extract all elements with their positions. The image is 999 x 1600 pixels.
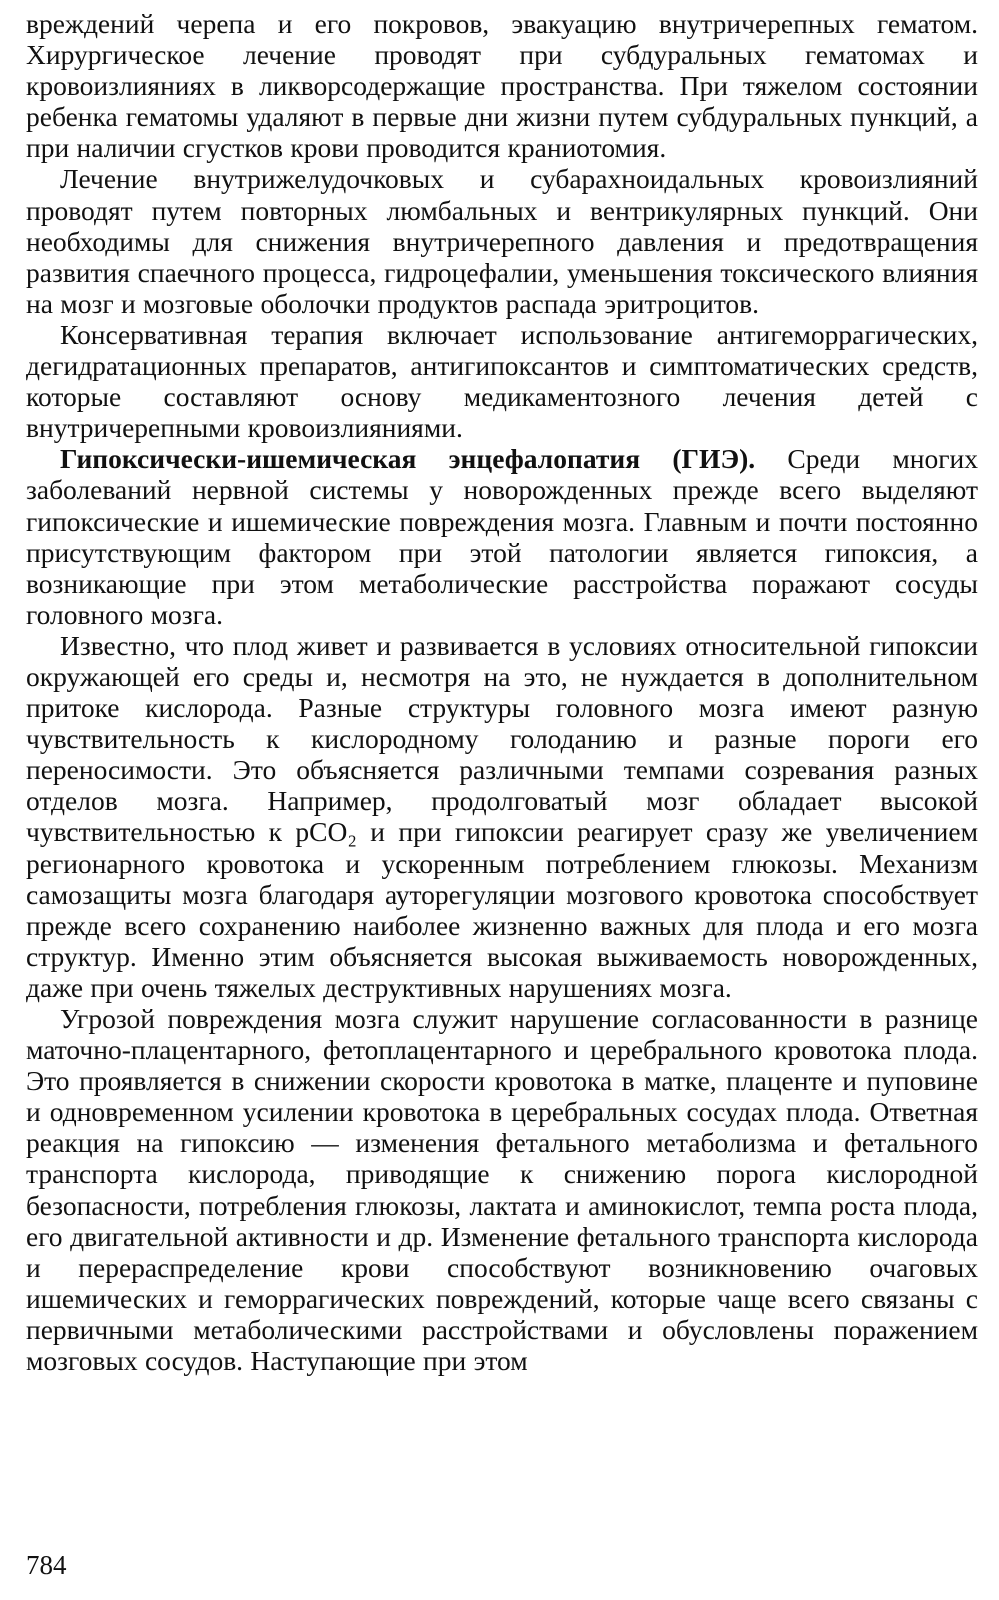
paragraph-hie-intro (26, 443, 978, 630)
paragraph-brain-damage-threat (26, 1003, 978, 1376)
paragraph-treatment-ventricular (26, 163, 978, 318)
paragraph-text: Среди многих заболеваний нервной системы у новорожденных прежде всего выделяют гипоксические и ишемические повреждения мозга. Главным и почти постоянно присутствующим фактором при этой патологии является гипоксия, а возникающие при этом метаболические расстройства поражают сосуды головного мозга. (26, 443, 978, 630)
paragraph-conservative-therapy (26, 319, 978, 443)
paragraph-continuation (26, 8, 978, 163)
page-body (26, 8, 978, 1548)
paragraph-text: Известно, что плод живет и развивается в условиях относительной гипоксии окружающей его среды и, несмотря на это, не нуждается в дополнительном притоке кислорода. Разные структуры головного мозга имеют разную чувствительность к кислородному голоданию и разные пороги его переносимости. Это объясняется различными темпами созревания разных отделов мозга. Например, продолговатый мозг обладает высокой чувствительностью к pCO₂ и при гипоксии реагирует сразу же увеличением регионарного кровотока и ускоренным потреблением глюкозы. Механизм самозащиты мозга благодаря ауторегуляции мозгового кровотока способствует прежде всего сохранению наиболее жизненно важных для плода и его мозга структур. Именно этим объясняется высокая выживаемость новорожденных, даже при очень тяжелых деструктивных нарушениях мозга. (26, 629, 978, 1003)
section-heading-hie: Гипоксически-ишемическая энцефалопатия (ГИЭ). (60, 443, 756, 475)
paragraph-text: Лечение внутрижелудочковых и субарахноидальных кровоизлияний проводят путем повторных люмбальных и вентрикулярных пункций. Они необходимы для снижения внутричерепного давления и предотвращения развития спаечного процесса, гидроцефалии, уменьшения токсического влияния на мозг и мозговые оболочки продуктов распада эритроцитов. (26, 163, 978, 319)
page-number: 784 (26, 1550, 67, 1580)
paragraph-text: вреждений черепа и его покровов, эвакуацию внутричерепных гематом. Хирургическое лечение проводят при субдуральных гематомах и кровоизлияниях в ликворсодержащие пространства. При тяжелом состоянии ребенка гематомы удаляют в первые дни жизни путем субдуральных пункций, а при наличии сгустков крови проводится краниотомия. (26, 8, 978, 164)
paragraph-text: Консервативная терапия включает использование антигеморрагических, дегидратационных препаратов, антигипоксантов и симптоматических средств, которые составляют основу медикаментозного лечения детей с внутричерепными кровоизлияниями. (26, 318, 978, 444)
paragraph-fetal-hypoxia (26, 630, 978, 1003)
paragraph-text: Угрозой повреждения мозга служит нарушение согласованности в разнице маточно-плацентарного, фетоплацентарного и церебрального кровотока плода. Это проявляется в снижении скорости кровотока в матке, плаценте и пуповине и одновременном усилении кровотока в церебральных сосудах плода. Ответная реакция на гипоксию — изменения фетального метаболизма и фетального транспорта кислорода, приводящие к снижению порога кислородной безопасности, потребления глюкозы, лактата и аминокислот, темпа роста плода, его двигательной активности и др. Изменение фетального транспорта кислорода и перераспределение крови способствуют возникновению очаговых ишемических и геморрагических повреждений, которые чаще всего связаны с первичными метаболическими расстройствами и обусловлены поражением мозговых сосудов. Наступающие при этом (26, 1003, 978, 1377)
